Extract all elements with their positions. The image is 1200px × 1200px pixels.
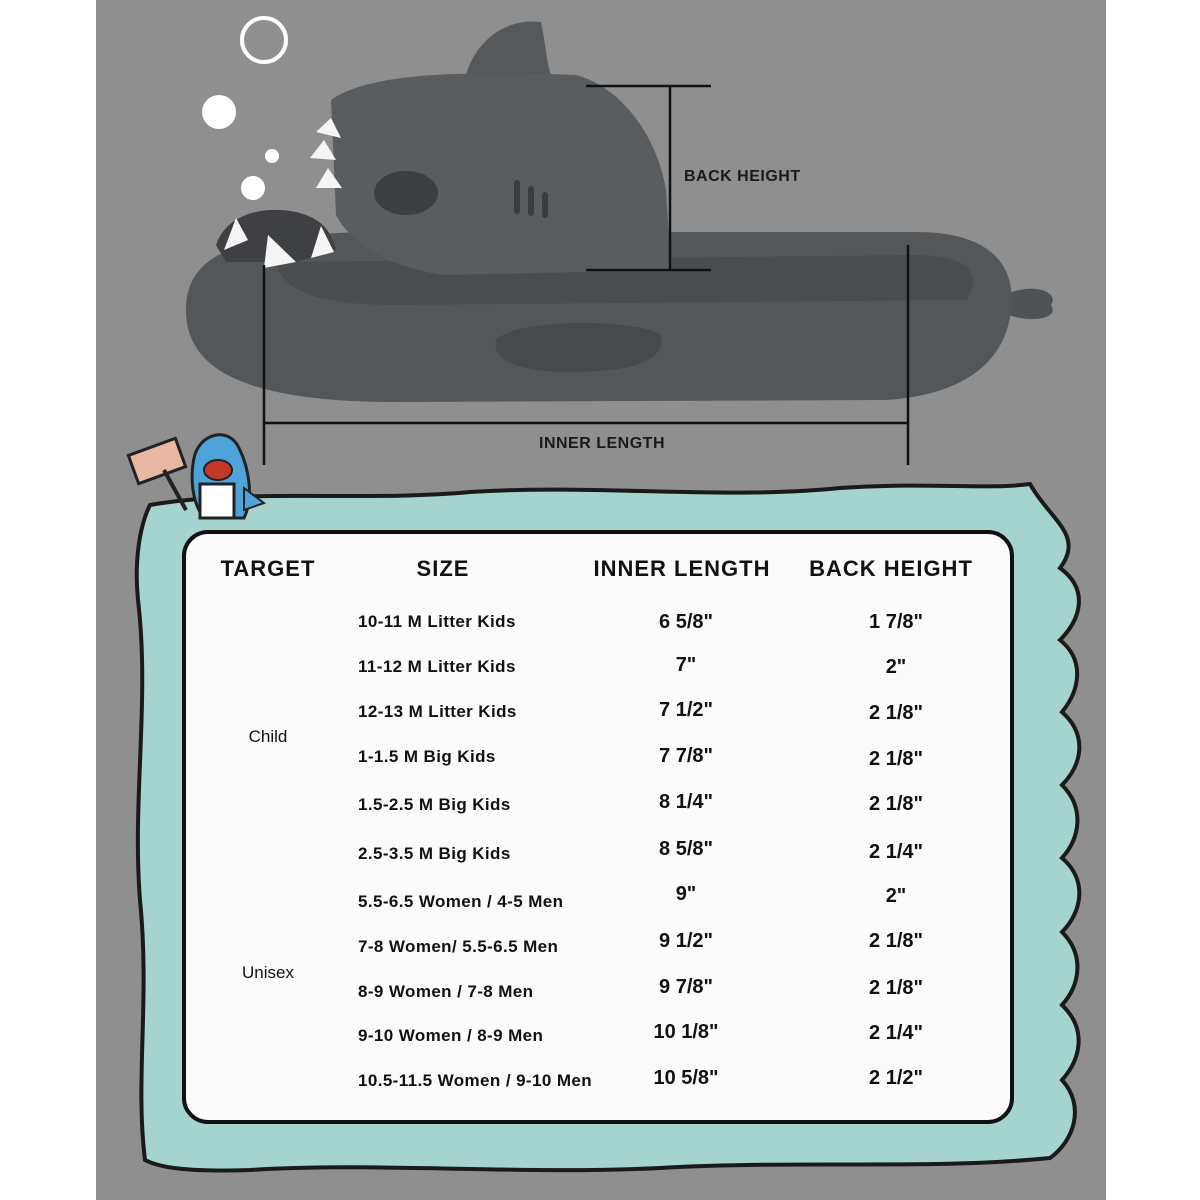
size-cell: 12-13 M Litter Kids [358,702,517,721]
inner-length-cell: 10 5/8" [653,1067,719,1089]
header-size: SIZE [416,556,470,581]
size-cell: 2.5-3.5 M Big Kids [358,844,511,863]
target-child: Child [248,727,288,746]
back-height-cell: 1 7/8" [869,611,923,633]
back-height-cell: 2 1/8" [869,930,923,952]
inner-length-cell: 9 1/2" [659,930,713,952]
inner-length-cell: 7" [675,654,697,676]
inner-length-cell: 9" [675,883,697,905]
back-height-cell: 2 1/8" [869,748,923,770]
back-height-cell: 2 1/2" [869,1067,923,1089]
inner-length-cell: 10 1/8" [653,1021,719,1043]
size-cell: 10-11 M Litter Kids [358,612,516,631]
size-cell: 1-1.5 M Big Kids [358,747,496,766]
back-height-cell: 2 1/8" [869,702,923,724]
back-height-cell: 2 1/4" [869,841,923,863]
inner-length-cell: 9 7/8" [659,976,713,998]
back-height-cell: 2" [885,656,907,678]
size-cell: 10.5-11.5 Women / 9-10 Men [358,1071,593,1090]
shark-mascot-icon [124,418,274,533]
back-height-cell: 2 1/4" [869,1022,923,1044]
size-cell: 9-10 Women / 8-9 Men [358,1026,544,1045]
header-inner-length: INNER LENGTH [593,556,771,581]
header-target: TARGET [220,556,316,581]
inner-length-label: INNER LENGTH [539,435,665,452]
inner-length-cell: 8 1/4" [659,791,713,813]
size-cell: 8-9 Women / 7-8 Men [358,982,534,1001]
size-cell: 7-8 Women/ 5.5-6.5 Men [358,937,559,956]
inner-length-cell: 8 5/8" [659,838,713,860]
inner-length-cell: 7 1/2" [659,699,713,721]
target-unisex: Unisex [242,963,294,982]
header-back-height: BACK HEIGHT [809,556,973,581]
size-cell: 5.5-6.5 Women / 4-5 Men [358,892,564,911]
back-height-cell: 2" [885,885,907,907]
back-height-label: BACK HEIGHT [684,168,801,185]
inner-length-cell: 7 7/8" [659,745,713,767]
size-cell: 1.5-2.5 M Big Kids [358,795,511,814]
back-height-cell: 2 1/8" [869,793,923,815]
back-height-cell: 2 1/8" [869,977,923,999]
size-cell: 11-12 M Litter Kids [358,657,516,676]
inner-length-cell: 6 5/8" [659,611,713,633]
